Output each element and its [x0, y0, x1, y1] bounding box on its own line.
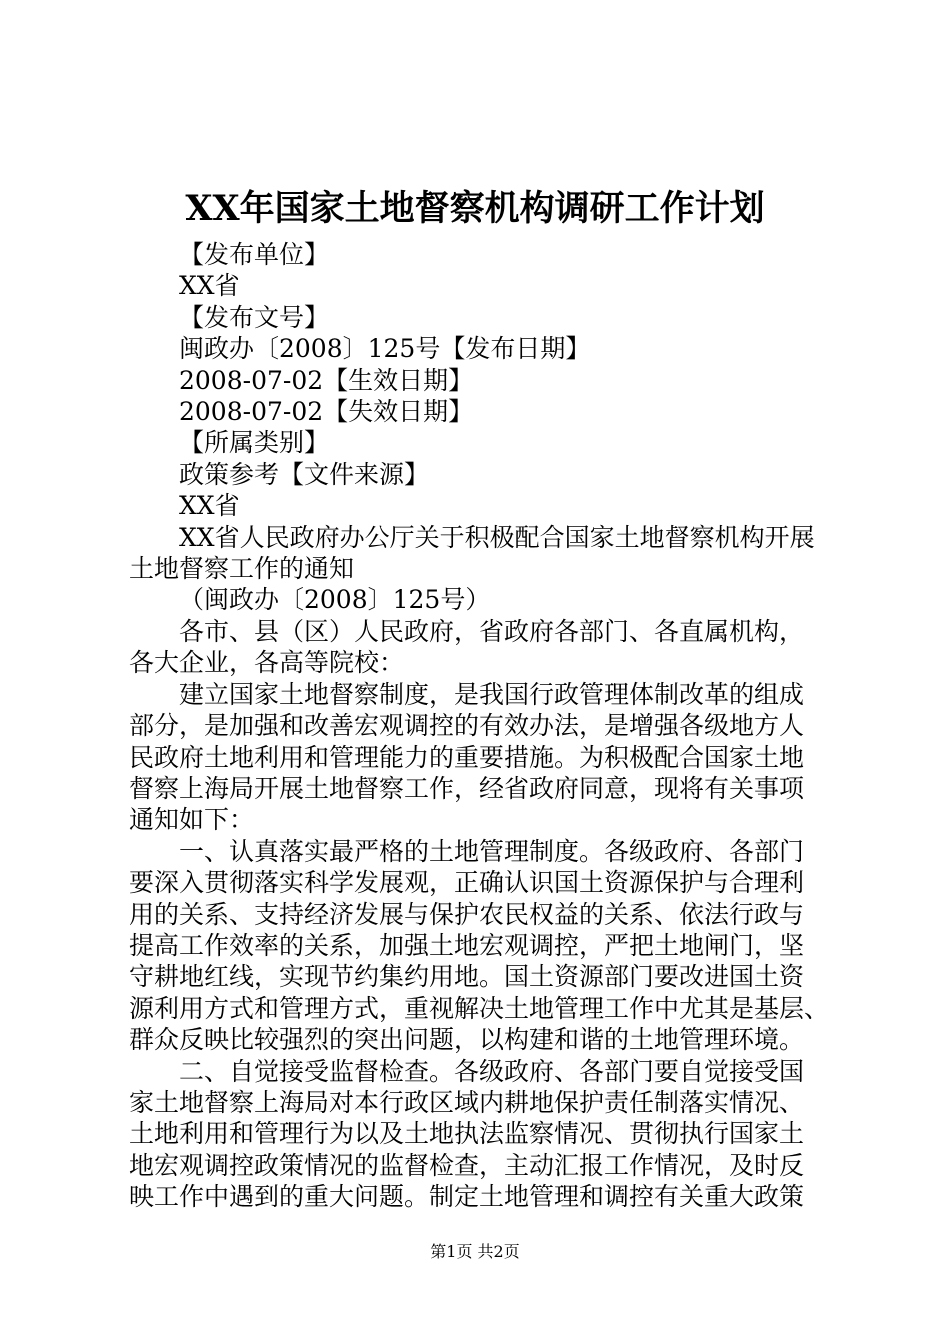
paragraph-line: 土地利用和管理行为以及土地执法监察情况、贯彻执行国家土: [129, 1119, 805, 1149]
doc-number: （闽政办〔2008〕125号）: [179, 585, 491, 615]
paragraph-line: 守耕地红线，实现节约集约用地。国土资源部门要改进国土资: [129, 962, 805, 992]
notice-title-line: XX省人民政府办公厅关于积极配合国家土地督察机构开展: [179, 522, 815, 552]
meta-line: 2008-07-02【失效日期】: [179, 397, 474, 427]
addressee-line: 各市、县（区）人民政府，省政府各部门、各直属机构，: [179, 616, 805, 646]
paragraph-line: 用的关系、支持经济发展与保护农民权益的关系、依法行政与: [129, 899, 805, 929]
paragraph-line: 一、认真落实最严格的土地管理制度。各级政府、各部门: [179, 836, 805, 866]
paragraph-line: 提高工作效率的关系，加强土地宏观调控，严把土地闸门，坚: [129, 930, 805, 960]
paragraph-line: 二、自觉接受监督检查。各级政府、各部门要自觉接受国: [179, 1056, 805, 1086]
meta-line: 【发布文号】: [179, 302, 330, 332]
paragraph-line: 源利用方式和管理方式，重视解决土地管理工作中尤其是基层、: [129, 993, 830, 1023]
meta-line: XX省: [179, 271, 240, 301]
notice-title-line: 土地督察工作的通知: [129, 554, 355, 584]
paragraph-line: 地宏观调控政策情况的监督检查，主动汇报工作情况，及时反: [129, 1150, 805, 1180]
paragraph-line: 群众反映比较强烈的突出问题，以构建和谐的土地管理环境。: [129, 1025, 805, 1055]
paragraph-line: 映工作中遇到的重大问题。制定土地管理和调控有关重大政策: [129, 1182, 805, 1212]
meta-line: 政策参考【文件来源】: [179, 459, 430, 489]
paragraph-line: 通知如下：: [129, 805, 255, 835]
paragraph-line: 民政府土地利用和管理能力的重要措施。为积极配合国家土地: [129, 742, 805, 772]
page-footer: 第1页 共2页: [430, 1242, 520, 1261]
meta-line: 【所属类别】: [179, 428, 330, 458]
paragraph-line: 家土地督察上海局对本行政区域内耕地保护责任制落实情况、: [129, 1087, 805, 1117]
paragraph-line: 督察上海局开展土地督察工作，经省政府同意，现将有关事项: [129, 773, 805, 803]
paragraph-line: 要深入贯彻落实科学发展观，正确认识国土资源保护与合理利: [129, 868, 805, 898]
meta-line: 2008-07-02【生效日期】: [179, 365, 474, 395]
document-title: XX年国家土地督察机构调研工作计划: [185, 188, 765, 229]
addressee-line: 各大企业，各高等院校：: [129, 648, 405, 678]
meta-line: 闽政办〔2008〕125号【发布日期】: [179, 334, 591, 364]
paragraph-line: 部分，是加强和改善宏观调控的有效办法，是增强各级地方人: [129, 711, 805, 741]
paragraph-line: 建立国家土地督察制度，是我国行政管理体制改革的组成: [179, 679, 805, 709]
document-body: [129, 208, 839, 1213]
meta-line: 【发布单位】: [179, 240, 330, 269]
meta-line: XX省: [179, 491, 240, 521]
